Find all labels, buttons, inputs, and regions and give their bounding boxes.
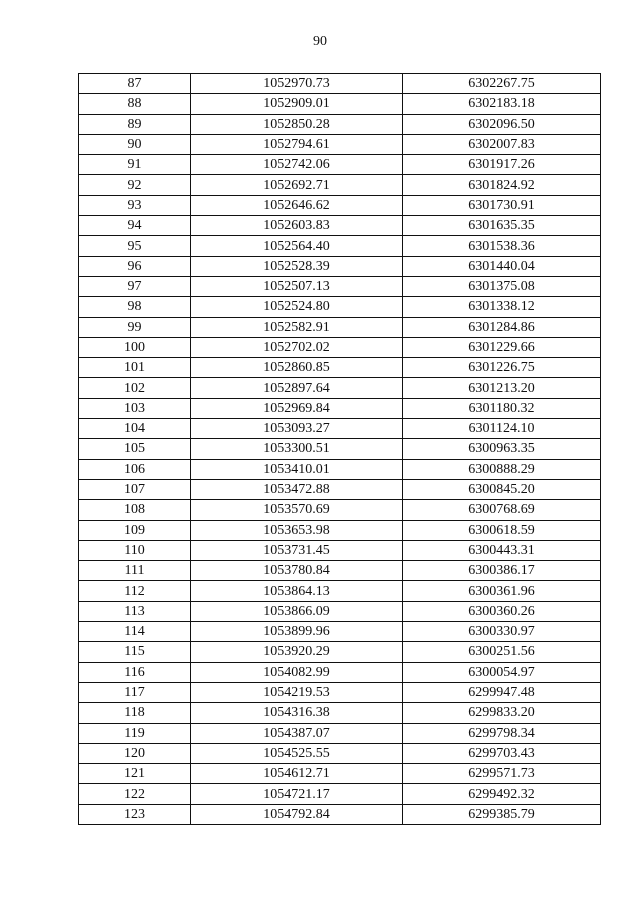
point-number-cell: 101 <box>79 358 191 378</box>
table-row <box>79 134 601 154</box>
x-coordinate-cell: 1052969.84 <box>191 398 403 418</box>
point-number-cell: 117 <box>79 682 191 702</box>
y-coordinate-cell: 6300251.56 <box>403 642 601 662</box>
point-number-cell: 89 <box>79 114 191 134</box>
y-coordinate-cell: 6301338.12 <box>403 297 601 317</box>
x-coordinate-cell: 1053472.88 <box>191 479 403 499</box>
y-coordinate-cell: 6300888.29 <box>403 459 601 479</box>
y-coordinate-cell: 6302267.75 <box>403 74 601 94</box>
y-coordinate-cell: 6301440.04 <box>403 256 601 276</box>
y-coordinate-cell: 6301917.26 <box>403 155 601 175</box>
y-coordinate-cell: 6301538.36 <box>403 236 601 256</box>
y-coordinate-cell: 6302183.18 <box>403 94 601 114</box>
x-coordinate-cell: 1054721.17 <box>191 784 403 804</box>
y-coordinate-cell: 6299947.48 <box>403 682 601 702</box>
y-coordinate-cell: 6299703.43 <box>403 743 601 763</box>
x-coordinate-cell: 1052603.83 <box>191 216 403 236</box>
table-row <box>79 459 601 479</box>
y-coordinate-cell: 6301180.32 <box>403 398 601 418</box>
x-coordinate-cell: 1053866.09 <box>191 601 403 621</box>
x-coordinate-cell: 1052909.01 <box>191 94 403 114</box>
point-number-cell: 96 <box>79 256 191 276</box>
y-coordinate-cell: 6300360.26 <box>403 601 601 621</box>
x-coordinate-cell: 1052582.91 <box>191 317 403 337</box>
point-number-cell: 111 <box>79 561 191 581</box>
table-row <box>79 520 601 540</box>
point-number-cell: 122 <box>79 784 191 804</box>
point-number-cell: 105 <box>79 439 191 459</box>
table-row <box>79 317 601 337</box>
point-number-cell: 104 <box>79 419 191 439</box>
point-number-cell: 90 <box>79 134 191 154</box>
y-coordinate-cell: 6301213.20 <box>403 378 601 398</box>
table-row <box>79 236 601 256</box>
x-coordinate-cell: 1053864.13 <box>191 581 403 601</box>
x-coordinate-cell: 1052794.61 <box>191 134 403 154</box>
table-row <box>79 398 601 418</box>
point-number-cell: 109 <box>79 520 191 540</box>
y-coordinate-cell: 6300768.69 <box>403 500 601 520</box>
table-row <box>79 723 601 743</box>
table-row <box>79 439 601 459</box>
y-coordinate-cell: 6301824.92 <box>403 175 601 195</box>
point-number-cell: 112 <box>79 581 191 601</box>
table-row <box>79 540 601 560</box>
x-coordinate-cell: 1054525.55 <box>191 743 403 763</box>
table-row <box>79 175 601 195</box>
table-row <box>79 216 601 236</box>
point-number-cell: 106 <box>79 459 191 479</box>
y-coordinate-cell: 6301226.75 <box>403 358 601 378</box>
table-row <box>79 74 601 94</box>
y-coordinate-cell: 6301229.66 <box>403 337 601 357</box>
y-coordinate-cell: 6302007.83 <box>403 134 601 154</box>
x-coordinate-cell: 1053899.96 <box>191 622 403 642</box>
table-row <box>79 581 601 601</box>
table-row <box>79 419 601 439</box>
point-number-cell: 119 <box>79 723 191 743</box>
x-coordinate-cell: 1052692.71 <box>191 175 403 195</box>
x-coordinate-cell: 1052742.06 <box>191 155 403 175</box>
x-coordinate-cell: 1053093.27 <box>191 419 403 439</box>
y-coordinate-cell: 6299798.34 <box>403 723 601 743</box>
x-coordinate-cell: 1053410.01 <box>191 459 403 479</box>
y-coordinate-cell: 6299385.79 <box>403 804 601 824</box>
x-coordinate-cell: 1054082.99 <box>191 662 403 682</box>
x-coordinate-cell: 1052970.73 <box>191 74 403 94</box>
table-row <box>79 703 601 723</box>
x-coordinate-cell: 1052860.85 <box>191 358 403 378</box>
table-row <box>79 114 601 134</box>
y-coordinate-cell: 6300386.17 <box>403 561 601 581</box>
table-row <box>79 561 601 581</box>
point-number-cell: 91 <box>79 155 191 175</box>
point-number-cell: 120 <box>79 743 191 763</box>
table-row <box>79 297 601 317</box>
point-number-cell: 107 <box>79 479 191 499</box>
y-coordinate-cell: 6301284.86 <box>403 317 601 337</box>
point-number-cell: 99 <box>79 317 191 337</box>
y-coordinate-cell: 6300845.20 <box>403 479 601 499</box>
point-number-cell: 114 <box>79 622 191 642</box>
y-coordinate-cell: 6301124.10 <box>403 419 601 439</box>
point-number-cell: 115 <box>79 642 191 662</box>
table-row <box>79 479 601 499</box>
point-number-cell: 108 <box>79 500 191 520</box>
point-number-cell: 116 <box>79 662 191 682</box>
x-coordinate-cell: 1054219.53 <box>191 682 403 702</box>
point-number-cell: 110 <box>79 540 191 560</box>
coordinates-table <box>78 73 601 825</box>
table-row <box>79 764 601 784</box>
y-coordinate-cell: 6300963.35 <box>403 439 601 459</box>
table-row <box>79 662 601 682</box>
y-coordinate-cell: 6301730.91 <box>403 195 601 215</box>
point-number-cell: 121 <box>79 764 191 784</box>
y-coordinate-cell: 6301635.35 <box>403 216 601 236</box>
x-coordinate-cell: 1054792.84 <box>191 804 403 824</box>
table-row <box>79 500 601 520</box>
point-number-cell: 102 <box>79 378 191 398</box>
point-number-cell: 93 <box>79 195 191 215</box>
table-row <box>79 94 601 114</box>
y-coordinate-cell: 6299833.20 <box>403 703 601 723</box>
point-number-cell: 87 <box>79 74 191 94</box>
x-coordinate-cell: 1052646.62 <box>191 195 403 215</box>
x-coordinate-cell: 1053780.84 <box>191 561 403 581</box>
y-coordinate-cell: 6299571.73 <box>403 764 601 784</box>
table-row <box>79 378 601 398</box>
point-number-cell: 92 <box>79 175 191 195</box>
y-coordinate-cell: 6301375.08 <box>403 276 601 296</box>
x-coordinate-cell: 1053920.29 <box>191 642 403 662</box>
page-number: 90 <box>313 34 327 49</box>
table-row <box>79 804 601 824</box>
y-coordinate-cell: 6300330.97 <box>403 622 601 642</box>
point-number-cell: 95 <box>79 236 191 256</box>
y-coordinate-cell: 6300443.31 <box>403 540 601 560</box>
point-number-cell: 98 <box>79 297 191 317</box>
x-coordinate-cell: 1052897.64 <box>191 378 403 398</box>
x-coordinate-cell: 1052850.28 <box>191 114 403 134</box>
table-row <box>79 358 601 378</box>
x-coordinate-cell: 1052528.39 <box>191 256 403 276</box>
table-row <box>79 601 601 621</box>
point-number-cell: 103 <box>79 398 191 418</box>
table-row <box>79 682 601 702</box>
point-number-cell: 94 <box>79 216 191 236</box>
table-row <box>79 337 601 357</box>
y-coordinate-cell: 6300618.59 <box>403 520 601 540</box>
table-row <box>79 743 601 763</box>
x-coordinate-cell: 1053653.98 <box>191 520 403 540</box>
table-row <box>79 256 601 276</box>
point-number-cell: 123 <box>79 804 191 824</box>
x-coordinate-cell: 1052564.40 <box>191 236 403 256</box>
point-number-cell: 88 <box>79 94 191 114</box>
y-coordinate-cell: 6302096.50 <box>403 114 601 134</box>
x-coordinate-cell: 1052524.80 <box>191 297 403 317</box>
x-coordinate-cell: 1054316.38 <box>191 703 403 723</box>
table-row <box>79 276 601 296</box>
x-coordinate-cell: 1053570.69 <box>191 500 403 520</box>
table-row <box>79 195 601 215</box>
y-coordinate-cell: 6300054.97 <box>403 662 601 682</box>
table-row <box>79 784 601 804</box>
table-row <box>79 642 601 662</box>
x-coordinate-cell: 1053300.51 <box>191 439 403 459</box>
x-coordinate-cell: 1054387.07 <box>191 723 403 743</box>
coordinates-table-body <box>79 74 601 825</box>
table-row <box>79 622 601 642</box>
x-coordinate-cell: 1053731.45 <box>191 540 403 560</box>
y-coordinate-cell: 6300361.96 <box>403 581 601 601</box>
table-row <box>79 155 601 175</box>
point-number-cell: 100 <box>79 337 191 357</box>
x-coordinate-cell: 1052702.02 <box>191 337 403 357</box>
point-number-cell: 97 <box>79 276 191 296</box>
point-number-cell: 113 <box>79 601 191 621</box>
y-coordinate-cell: 6299492.32 <box>403 784 601 804</box>
point-number-cell: 118 <box>79 703 191 723</box>
x-coordinate-cell: 1054612.71 <box>191 764 403 784</box>
x-coordinate-cell: 1052507.13 <box>191 276 403 296</box>
